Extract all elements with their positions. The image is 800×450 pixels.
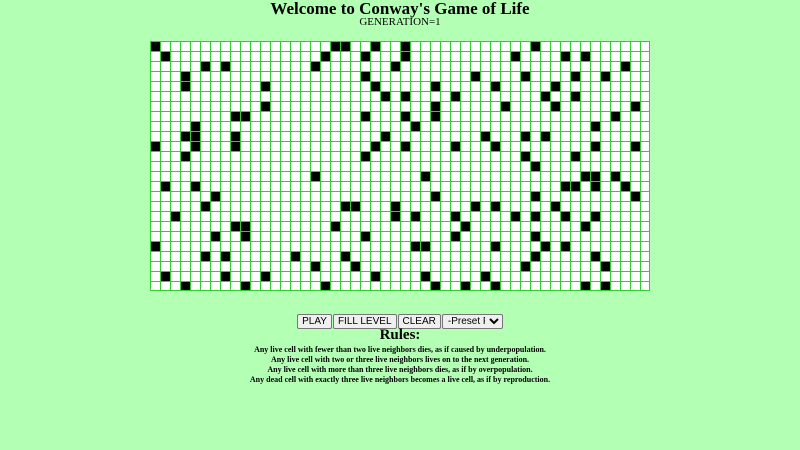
live-cell[interactable] xyxy=(431,282,440,291)
live-cell[interactable] xyxy=(191,142,200,151)
live-cell[interactable] xyxy=(431,82,440,91)
live-cell[interactable] xyxy=(551,102,560,111)
live-cell[interactable] xyxy=(421,172,430,181)
live-cell[interactable] xyxy=(361,152,370,161)
live-cell[interactable] xyxy=(311,172,320,181)
live-cell[interactable] xyxy=(591,172,600,181)
live-cell[interactable] xyxy=(581,282,590,291)
live-cell[interactable] xyxy=(511,212,520,221)
live-cell[interactable] xyxy=(221,62,230,71)
live-cell[interactable] xyxy=(571,92,580,101)
live-cell[interactable] xyxy=(631,142,640,151)
live-cell[interactable] xyxy=(491,242,500,251)
live-cell[interactable] xyxy=(481,272,490,281)
live-cell[interactable] xyxy=(471,72,480,81)
live-cell[interactable] xyxy=(521,262,530,271)
live-cell[interactable] xyxy=(491,202,500,211)
live-cell[interactable] xyxy=(231,142,240,151)
live-cell[interactable] xyxy=(451,92,460,101)
live-cell[interactable] xyxy=(181,82,190,91)
live-cell[interactable] xyxy=(571,72,580,81)
live-cell[interactable] xyxy=(311,262,320,271)
live-cell[interactable] xyxy=(421,272,430,281)
live-cell[interactable] xyxy=(201,202,210,211)
live-cell[interactable] xyxy=(241,282,250,291)
live-cell[interactable] xyxy=(591,252,600,261)
live-cell[interactable] xyxy=(311,62,320,71)
rule-item: Any live cell with two or three live neighbors lives on to the next generation. xyxy=(270,355,530,364)
live-cell[interactable] xyxy=(351,262,360,271)
live-cell[interactable] xyxy=(211,232,220,241)
live-cell[interactable] xyxy=(511,52,520,61)
live-cell[interactable] xyxy=(241,232,250,241)
clear-button[interactable]: CLEAR xyxy=(398,314,441,329)
live-cell[interactable] xyxy=(551,82,560,91)
live-cell[interactable] xyxy=(451,142,460,151)
rule-item: Any live cell with more than three live neighbors dies, as if by overpopulation. xyxy=(267,365,533,374)
live-cell[interactable] xyxy=(611,112,620,121)
live-cell[interactable] xyxy=(531,42,540,51)
live-cell[interactable] xyxy=(221,272,230,281)
live-cell[interactable] xyxy=(521,152,530,161)
live-cell[interactable] xyxy=(491,282,500,291)
generation-counter: GENERATION=1 xyxy=(359,16,441,28)
live-cell[interactable] xyxy=(401,112,410,121)
live-cell[interactable] xyxy=(531,212,540,221)
live-cell[interactable] xyxy=(531,192,540,201)
live-cell[interactable] xyxy=(451,212,460,221)
live-cell[interactable] xyxy=(241,222,250,231)
live-cell[interactable] xyxy=(551,202,560,211)
live-cell[interactable] xyxy=(601,282,610,291)
live-cell[interactable] xyxy=(461,282,470,291)
live-cell[interactable] xyxy=(541,92,550,101)
live-cell[interactable] xyxy=(161,182,170,191)
live-cell[interactable] xyxy=(411,122,420,131)
live-cell[interactable] xyxy=(191,182,200,191)
live-cell[interactable] xyxy=(371,142,380,151)
live-cell[interactable] xyxy=(421,242,430,251)
live-cell[interactable] xyxy=(331,222,340,231)
live-cell[interactable] xyxy=(501,102,510,111)
live-cell[interactable] xyxy=(371,82,380,91)
live-cell[interactable] xyxy=(531,252,540,261)
live-cell[interactable] xyxy=(531,162,540,171)
rule-item: Any dead cell with exactly three live neighbors becomes a live cell, as if by reproduction. xyxy=(249,375,551,384)
live-cell[interactable] xyxy=(181,282,190,291)
rules-heading: Rules: xyxy=(379,327,421,343)
live-cell[interactable] xyxy=(351,202,360,211)
live-cell[interactable] xyxy=(381,132,390,141)
live-cell[interactable] xyxy=(571,182,580,191)
live-cell[interactable] xyxy=(201,252,210,261)
live-cell[interactable] xyxy=(561,52,570,61)
live-cell[interactable] xyxy=(341,252,350,261)
live-cell[interactable] xyxy=(361,232,370,241)
live-cell[interactable] xyxy=(361,52,370,61)
live-cell[interactable] xyxy=(221,252,230,261)
live-cell[interactable] xyxy=(371,42,380,51)
live-cell[interactable] xyxy=(201,62,210,71)
live-cell[interactable] xyxy=(621,182,630,191)
live-cell[interactable] xyxy=(621,62,630,71)
live-cell[interactable] xyxy=(391,212,400,221)
live-cell[interactable] xyxy=(601,72,610,81)
live-cell[interactable] xyxy=(591,212,600,221)
live-cell[interactable] xyxy=(321,282,330,291)
live-cell[interactable] xyxy=(431,102,440,111)
live-cell[interactable] xyxy=(561,212,570,221)
live-cell[interactable] xyxy=(181,72,190,81)
live-cell[interactable] xyxy=(601,262,610,271)
live-cell[interactable] xyxy=(161,52,170,61)
live-cell[interactable] xyxy=(381,92,390,101)
live-cell[interactable] xyxy=(521,132,530,141)
live-cell[interactable] xyxy=(331,42,340,51)
live-cell[interactable] xyxy=(401,142,410,151)
live-cell[interactable] xyxy=(471,202,480,211)
live-cell[interactable] xyxy=(341,42,350,51)
live-cell[interactable] xyxy=(181,132,190,141)
live-cell[interactable] xyxy=(211,192,220,201)
live-cell[interactable] xyxy=(161,272,170,281)
live-cell[interactable] xyxy=(291,252,300,261)
live-cell[interactable] xyxy=(401,92,410,101)
live-cell[interactable] xyxy=(391,62,400,71)
live-cell[interactable] xyxy=(431,112,440,121)
live-cell[interactable] xyxy=(591,182,600,191)
live-cell[interactable] xyxy=(491,142,500,151)
live-cell[interactable] xyxy=(401,52,410,61)
live-cell[interactable] xyxy=(261,102,270,111)
live-cell[interactable] xyxy=(411,212,420,221)
live-cell[interactable] xyxy=(261,272,270,281)
play-button[interactable]: PLAY xyxy=(297,314,332,329)
live-cell[interactable] xyxy=(171,212,180,221)
live-cell[interactable] xyxy=(411,242,420,251)
live-cell[interactable] xyxy=(541,242,550,251)
game-board[interactable] xyxy=(150,41,650,291)
live-cell[interactable] xyxy=(581,172,590,181)
live-cell[interactable] xyxy=(631,192,640,201)
live-cell[interactable] xyxy=(361,72,370,81)
live-cell[interactable] xyxy=(321,52,330,61)
live-cell[interactable] xyxy=(451,232,460,241)
live-cell[interactable] xyxy=(461,222,470,231)
live-cell[interactable] xyxy=(611,172,620,181)
live-cell[interactable] xyxy=(191,132,200,141)
fill-level-button[interactable]: FILL LEVEL xyxy=(333,314,397,329)
live-cell[interactable] xyxy=(151,142,160,151)
live-cell[interactable] xyxy=(591,142,600,151)
live-cell[interactable] xyxy=(401,42,410,51)
live-cell[interactable] xyxy=(181,152,190,161)
live-cell[interactable] xyxy=(241,112,250,121)
live-cell[interactable] xyxy=(541,132,550,141)
rule-item: Any live cell with fewer than two live neighbors dies, as if caused by underpopulation. xyxy=(254,345,546,354)
live-cell[interactable] xyxy=(581,52,590,61)
live-cell[interactable] xyxy=(431,192,440,201)
live-cell[interactable] xyxy=(151,242,160,251)
live-cell[interactable] xyxy=(561,242,570,251)
live-cell[interactable] xyxy=(231,112,240,121)
live-cell[interactable] xyxy=(521,72,530,81)
board-grid[interactable] xyxy=(150,41,650,291)
live-cell[interactable] xyxy=(631,102,640,111)
rules-list xyxy=(0,345,800,385)
live-cell[interactable] xyxy=(361,112,370,121)
live-cell[interactable] xyxy=(231,222,240,231)
live-cell[interactable] xyxy=(371,272,380,281)
live-cell[interactable] xyxy=(391,202,400,211)
live-cell[interactable] xyxy=(261,82,270,91)
live-cell[interactable] xyxy=(151,42,160,51)
live-cell[interactable] xyxy=(531,232,540,241)
page-title: Welcome to Conway's Game of Life xyxy=(270,0,530,18)
live-cell[interactable] xyxy=(591,122,600,131)
live-cell[interactable] xyxy=(571,152,580,161)
live-cell[interactable] xyxy=(481,132,490,141)
live-cell[interactable] xyxy=(191,122,200,131)
live-cell[interactable] xyxy=(581,222,590,231)
live-cell[interactable] xyxy=(341,202,350,211)
live-cell[interactable] xyxy=(561,182,570,191)
live-cell[interactable] xyxy=(491,82,500,91)
live-cell[interactable] xyxy=(231,132,240,141)
